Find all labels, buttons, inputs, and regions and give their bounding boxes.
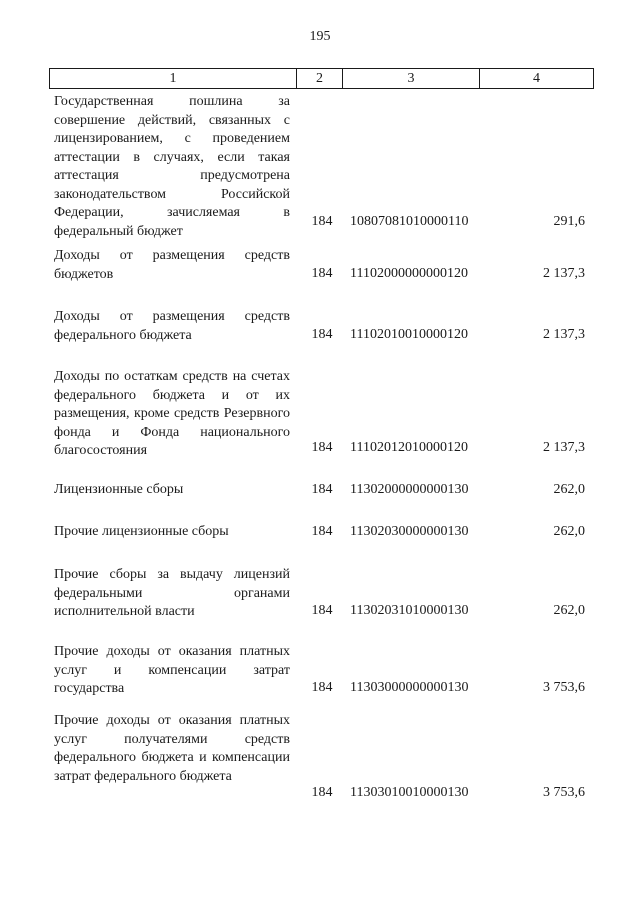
row-kbk: 11102010010000120 (350, 327, 468, 342)
page-number: 195 (309, 29, 331, 44)
row-code: 184 (311, 524, 333, 539)
row-code: 184 (311, 440, 333, 455)
row-amount: 262,0 (553, 482, 585, 497)
row-kbk: 11102012010000120 (350, 440, 468, 455)
row-amount: 262,0 (553, 603, 585, 618)
row-amount: 3 753,6 (543, 785, 585, 800)
row-amount: 3 753,6 (543, 680, 585, 695)
row-code: 184 (311, 680, 333, 695)
row-code: 184 (311, 214, 333, 229)
header-col-1: 1 (50, 69, 297, 88)
row-amount: 291,6 (553, 214, 585, 229)
row-description: Государственная пошлина за совершение действий, связанных с лицензированием, с проведением аттестации в случаях, если такая аттестация предусмотрена законодательством Российской Федерации, зачисляемая в федеральный бюджет (54, 94, 290, 239)
header-col-2: 2 (297, 69, 343, 88)
row-kbk: 11303000000000130 (350, 680, 469, 695)
row-description: Прочие сборы за выдачу лицензий федеральными органами исполнительной власти (54, 567, 290, 619)
row-amount: 2 137,3 (543, 440, 585, 455)
row-amount: 262,0 (553, 524, 585, 539)
row-code: 184 (311, 266, 333, 281)
table-header (49, 68, 594, 89)
row-description: Доходы от размещения средств бюджетов (54, 248, 290, 282)
row-description: Прочие доходы от оказания платных услуг получателями средств федерального бюджета и компенсации затрат федерального бюджета (54, 713, 290, 784)
row-code: 184 (311, 327, 333, 342)
row-description: Доходы по остаткам средств на счетах федерального бюджета и от их размещения, кроме средств Резервного фонда и Фонда национального благосостояния (54, 369, 290, 458)
row-description: Доходы от размещения средств федерального бюджета (54, 309, 290, 343)
row-kbk: 11302031010000130 (350, 603, 469, 618)
row-code: 184 (311, 785, 333, 800)
row-amount: 2 137,3 (543, 327, 585, 342)
row-description: Лицензионные сборы (54, 482, 184, 497)
row-kbk: 11102000000000120 (350, 266, 468, 281)
row-description: Прочие доходы от оказания платных услуг и компенсации затрат государства (54, 644, 290, 696)
row-code: 184 (311, 603, 333, 618)
row-kbk: 11302000000000130 (350, 482, 469, 497)
header-col-3: 3 (343, 69, 480, 88)
header-col-4: 4 (533, 70, 540, 86)
row-code: 184 (311, 482, 333, 497)
row-amount: 2 137,3 (543, 266, 585, 281)
row-kbk: 10807081010000110 (350, 214, 469, 229)
row-kbk: 11303010010000130 (350, 785, 469, 800)
row-description: Прочие лицензионные сборы (54, 524, 229, 539)
row-kbk: 11302030000000130 (350, 524, 469, 539)
